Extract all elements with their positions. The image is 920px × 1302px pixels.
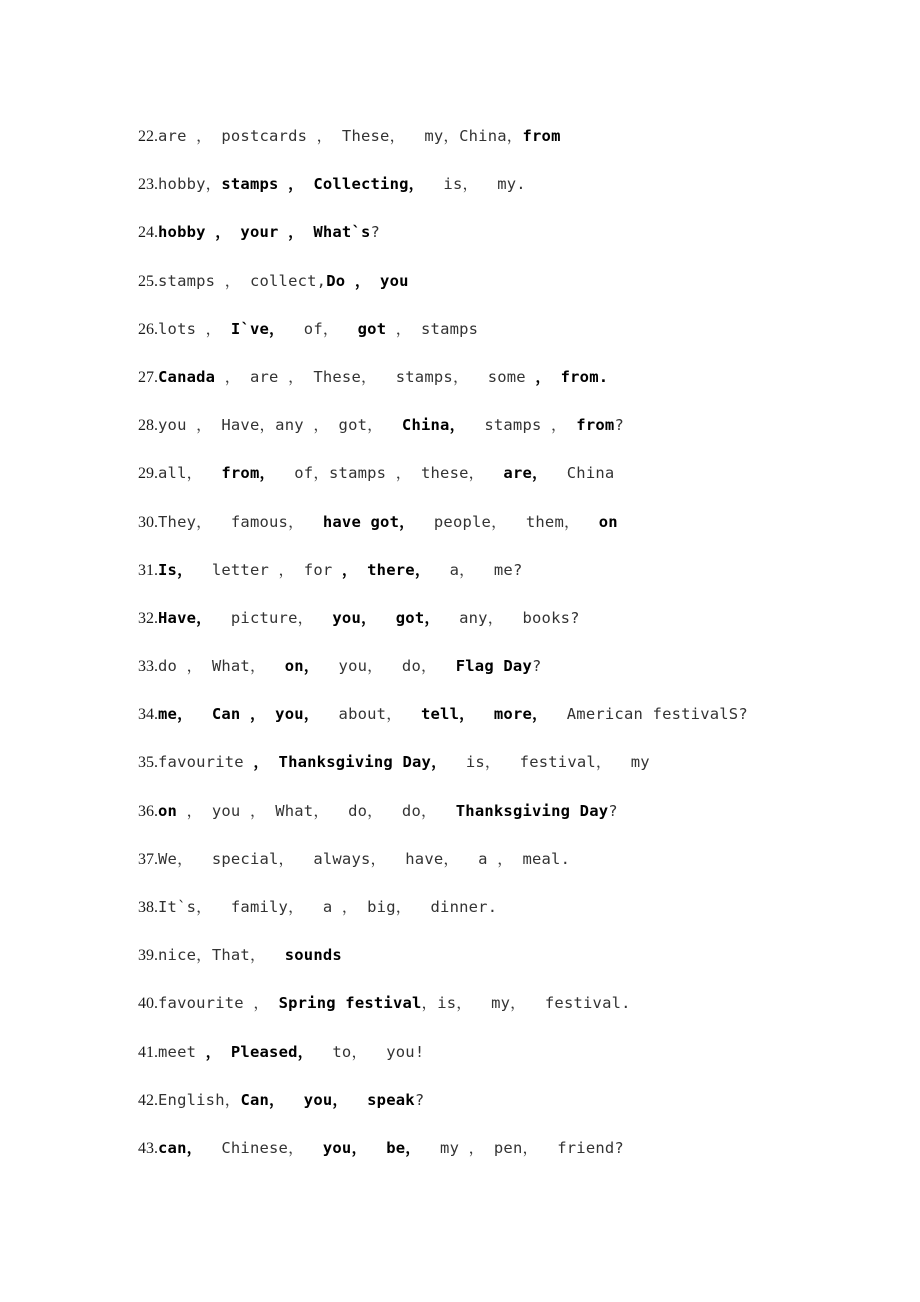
bold-word-group: have got， bbox=[322, 512, 415, 531]
word-group: American festivalS? bbox=[547, 705, 748, 724]
word-group: of， bbox=[284, 319, 358, 338]
exercise-number: 26. bbox=[138, 320, 158, 338]
bold-word-group: sounds bbox=[284, 946, 342, 965]
bold-word-group: me， Can ， you， bbox=[158, 705, 320, 724]
bold-word-group: are， bbox=[503, 464, 548, 483]
bold-word-group: I`ve， bbox=[230, 319, 285, 338]
word-group: all， bbox=[158, 464, 222, 483]
exercise-list bbox=[138, 124, 748, 1184]
bold-word-group: you， be， bbox=[322, 1138, 421, 1157]
word-group: hobby， bbox=[158, 175, 222, 194]
exercise-item bbox=[138, 1040, 748, 1088]
exercise-number: 33. bbox=[138, 658, 158, 676]
word-group: you ， Have，any ， got， bbox=[158, 416, 402, 435]
word-group: English， bbox=[158, 1090, 241, 1109]
bold-word-group: Flag Day bbox=[455, 657, 532, 676]
exercise-number: 28. bbox=[138, 417, 158, 435]
word-group: ? bbox=[532, 657, 542, 676]
bold-word-group: you， got， bbox=[332, 608, 441, 627]
bold-word-group: ， from. bbox=[535, 367, 609, 386]
exercise-item bbox=[138, 895, 748, 943]
word-group: you， do， bbox=[319, 657, 456, 676]
bold-word-group: China， bbox=[401, 416, 466, 435]
exercise-item bbox=[138, 1088, 748, 1136]
word-group: lots ， bbox=[158, 319, 231, 338]
bold-word-group: Canada bbox=[158, 367, 216, 386]
word-group: letter ， for bbox=[192, 560, 342, 579]
bold-word-group: from bbox=[522, 127, 561, 145]
word-group: is， festival， my bbox=[446, 753, 650, 772]
exercise-item bbox=[138, 317, 748, 365]
bold-word-group: can， bbox=[158, 1138, 203, 1157]
word-group: people， them， bbox=[414, 512, 599, 531]
word-group: stamps ， collect, bbox=[158, 271, 327, 290]
bold-word-group: tell， more， bbox=[420, 705, 548, 724]
exercise-item bbox=[138, 269, 748, 317]
word-group: ? bbox=[370, 223, 381, 242]
bold-word-group: Spring festival bbox=[278, 994, 422, 1013]
word-group: ， you ， What， do， do， bbox=[177, 801, 456, 820]
word-group: ， are ， These， stamps， some bbox=[215, 367, 536, 386]
exercise-number: 24. bbox=[138, 224, 158, 242]
bold-word-group: from bbox=[576, 416, 615, 435]
word-group: ? bbox=[414, 1090, 425, 1109]
exercise-number: 23. bbox=[138, 176, 158, 194]
word-group: It`s， family， a ， big， dinner. bbox=[158, 898, 498, 916]
exercise-item bbox=[138, 124, 748, 172]
word-group: my ， pen， friend? bbox=[420, 1138, 624, 1157]
word-group: nice，That， bbox=[158, 946, 285, 965]
word-group: of，stamps ， these， bbox=[275, 464, 504, 483]
exercise-number: 32. bbox=[138, 609, 158, 627]
exercise-item bbox=[138, 1136, 748, 1184]
bold-word-group: Have， bbox=[158, 608, 212, 627]
exercise-number: 42. bbox=[138, 1091, 158, 1109]
word-group: favourite bbox=[158, 753, 254, 772]
bold-word-group: ， Pleased， bbox=[205, 1042, 314, 1061]
exercise-number: 31. bbox=[138, 561, 158, 579]
word-group: favourite ， bbox=[158, 994, 279, 1013]
exercise-number: 22. bbox=[138, 128, 158, 145]
word-group: to， you! bbox=[313, 1042, 425, 1061]
exercise-number: 41. bbox=[138, 1043, 158, 1061]
word-group: They， famous， bbox=[158, 512, 323, 531]
word-group: ? bbox=[608, 801, 618, 820]
word-group: ， stamps bbox=[386, 319, 479, 338]
exercise-number: 39. bbox=[138, 947, 158, 965]
exercise-item bbox=[138, 606, 748, 654]
bold-word-group: from， bbox=[221, 464, 276, 483]
exercise-item bbox=[138, 510, 748, 558]
exercise-item bbox=[138, 413, 748, 461]
word-group: Chinese， bbox=[202, 1138, 323, 1157]
bold-word-group: Can， you， speak bbox=[240, 1090, 415, 1109]
bold-word-group: Do ， you bbox=[326, 271, 409, 290]
word-group: China bbox=[547, 464, 615, 483]
word-group: about， bbox=[319, 705, 421, 724]
exercise-number: 29. bbox=[138, 465, 158, 483]
bold-word-group: Thanksgiving Day bbox=[455, 801, 609, 820]
exercise-item bbox=[138, 172, 748, 220]
exercise-item bbox=[138, 220, 748, 268]
bold-word-group: got bbox=[357, 319, 387, 338]
exercise-item bbox=[138, 991, 748, 1039]
bold-word-group: on， bbox=[284, 657, 320, 676]
exercise-number: 43. bbox=[138, 1139, 158, 1157]
word-group: do ， What， bbox=[158, 657, 285, 676]
exercise-number: 34. bbox=[138, 706, 158, 724]
word-group: picture， bbox=[211, 608, 333, 627]
word-group: meet bbox=[158, 1042, 206, 1061]
exercise-number: 38. bbox=[138, 899, 158, 916]
exercise-item bbox=[138, 558, 748, 606]
word-group: a， me? bbox=[430, 560, 523, 579]
bold-word-group: ， Thanksgiving Day， bbox=[253, 753, 447, 772]
word-group: is， my. bbox=[424, 175, 526, 194]
exercise-item bbox=[138, 365, 748, 413]
bold-word-group: Is， bbox=[158, 560, 193, 579]
exercise-number: 30. bbox=[138, 513, 158, 531]
exercise-number: 36. bbox=[138, 802, 158, 820]
exercise-item bbox=[138, 702, 748, 750]
bold-word-group: stamps ， Collecting， bbox=[221, 175, 425, 194]
exercise-item bbox=[138, 847, 748, 895]
exercise-item bbox=[138, 799, 748, 847]
word-group: are ， postcards ， These， my，China， bbox=[158, 127, 523, 145]
exercise-item bbox=[138, 461, 748, 509]
exercise-number: 37. bbox=[138, 850, 158, 868]
word-group: ? bbox=[614, 416, 624, 435]
bold-word-group: hobby ， your ， What`s bbox=[158, 223, 371, 242]
word-group: We， special， always， have， a ， meal. bbox=[158, 849, 571, 868]
bold-word-group: ， there， bbox=[341, 560, 431, 579]
exercise-number: 35. bbox=[138, 754, 158, 772]
exercise-item bbox=[138, 654, 748, 702]
exercise-number: 25. bbox=[138, 272, 158, 290]
word-group: ，is， my， festival. bbox=[421, 994, 631, 1013]
bold-word-group: on bbox=[158, 801, 178, 820]
exercise-item bbox=[138, 750, 748, 798]
word-group: any， books? bbox=[440, 608, 580, 627]
exercise-number: 27. bbox=[138, 368, 158, 386]
exercise-item bbox=[138, 943, 748, 991]
exercise-number: 40. bbox=[138, 995, 158, 1013]
bold-word-group: on bbox=[598, 512, 618, 531]
word-group: stamps ， bbox=[465, 416, 577, 435]
